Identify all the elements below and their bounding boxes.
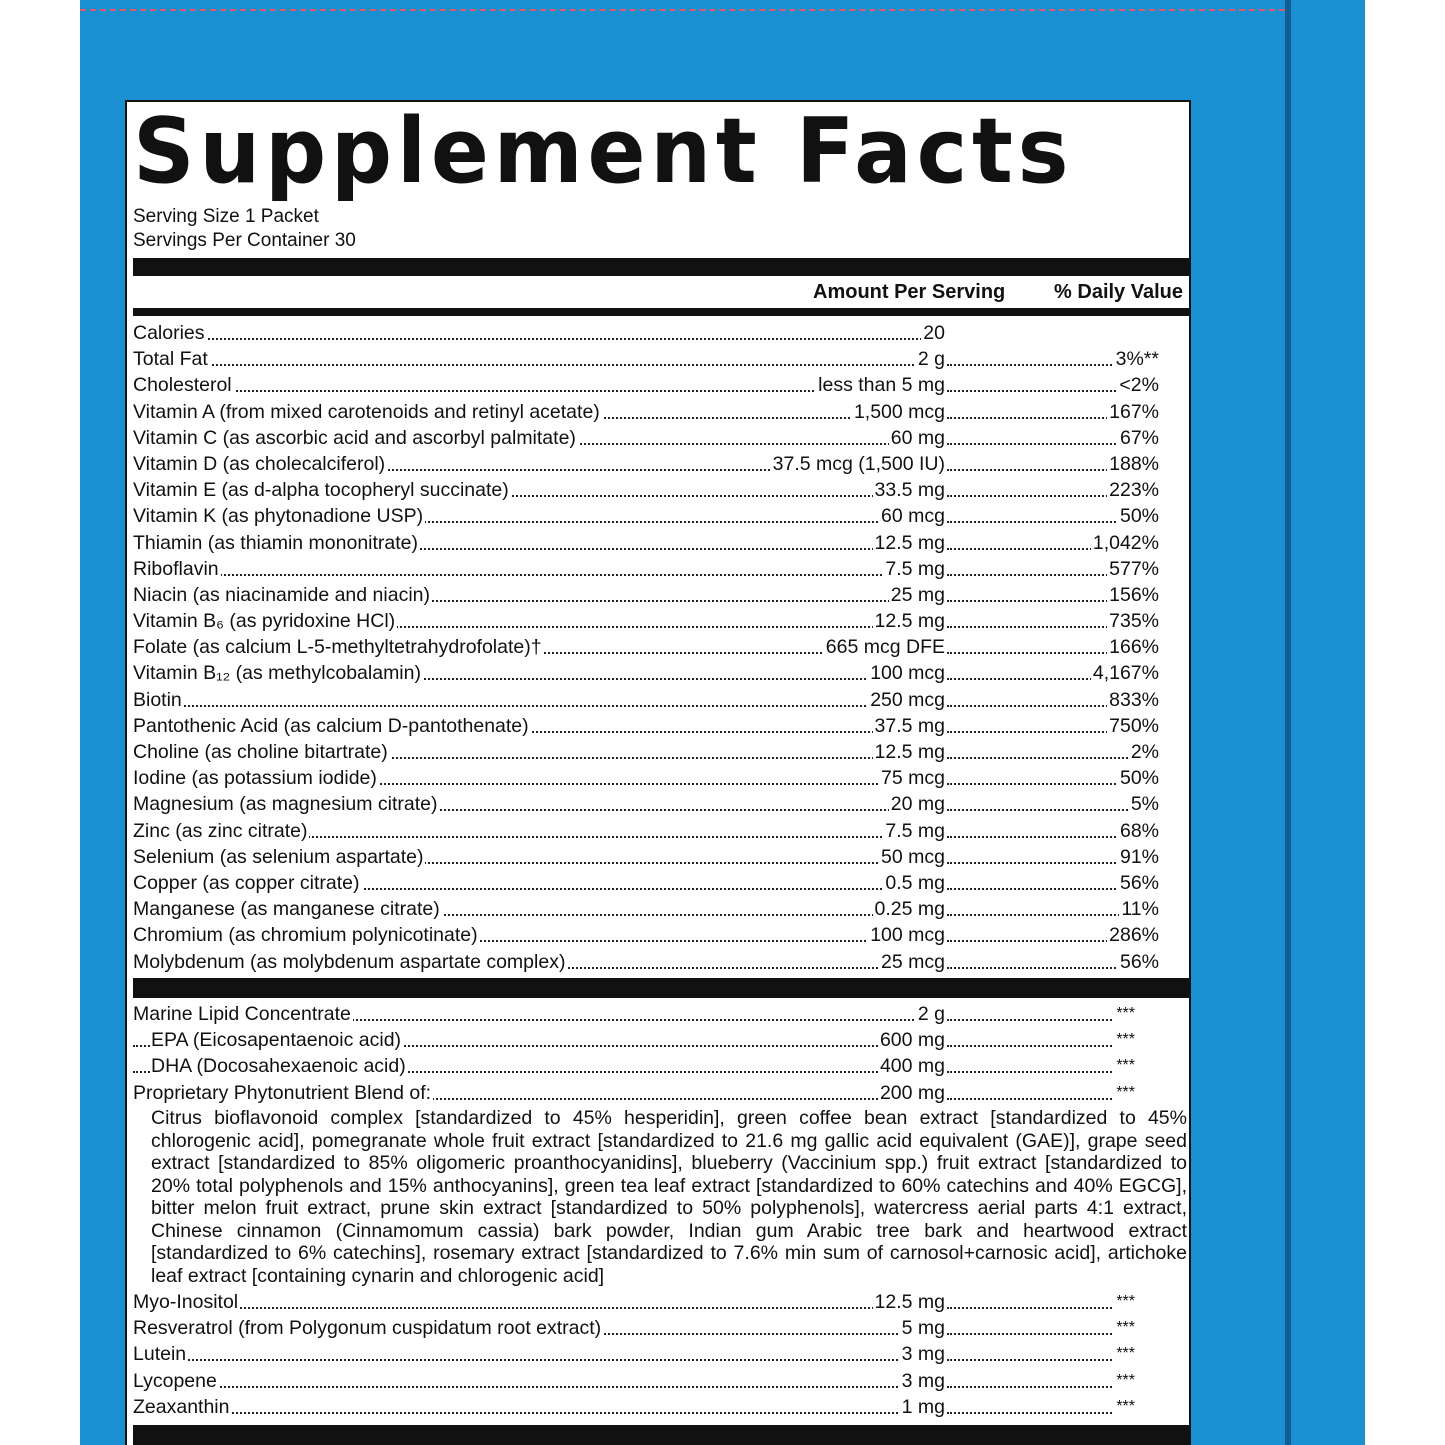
thick-rule-top <box>133 258 1191 276</box>
nutrient-name: Manganese (as manganese citrate) <box>133 898 440 921</box>
nutrient-row <box>133 634 1159 660</box>
nutrient-amount: 60 mcg <box>881 505 945 528</box>
dot-leader <box>133 1359 945 1361</box>
nutrient-name: Vitamin C (as ascorbic acid and ascorbyl palmitate) <box>133 426 576 449</box>
nutrient-amount: 250 mcg <box>870 688 945 711</box>
dot-leader <box>133 1412 945 1414</box>
nutrient-daily-value: 4,167% <box>1092 662 1159 685</box>
nutrient-row <box>133 451 1159 477</box>
nutrient-row <box>133 1315 1135 1341</box>
supplement-facts-panel <box>125 100 1191 1445</box>
nutrient-row <box>133 320 1159 346</box>
dot-leader <box>947 1019 1135 1021</box>
nutrient-row <box>133 608 1159 634</box>
nutrient-daily-value: 156% <box>1109 583 1159 606</box>
nutrient-name: Biotin <box>133 688 182 711</box>
dot-leader <box>947 1045 1135 1047</box>
dot-leader <box>133 338 945 340</box>
nutrient-amount: 20 <box>923 322 945 344</box>
nutrient-amount: 600 mg <box>879 1029 945 1052</box>
nutrient-amount: 12.5 mg <box>874 741 945 763</box>
nutrient-name: Copper (as copper citrate) <box>133 871 360 894</box>
nutrient-row <box>133 660 1159 686</box>
nutrient-row <box>133 1027 1135 1053</box>
nutrient-name: Zinc (as zinc citrate) <box>133 819 308 842</box>
nutrient-amount: 1,500 mcg <box>853 400 945 423</box>
marine-list <box>133 1001 1135 1106</box>
nutrient-name: Molybdenum (as molybdenum aspartate complex) <box>133 950 566 973</box>
nutrient-amount: 3 mg <box>901 1369 945 1392</box>
nutrient-row <box>133 1341 1135 1367</box>
nutrient-amount: 200 mg <box>879 1081 945 1104</box>
nutrient-amount: 100 mcg <box>870 662 945 685</box>
nutrient-row <box>133 503 1159 529</box>
nutrient-daily-value: *** <box>1114 1368 1135 1394</box>
daily-value-header: % Daily Value <box>1054 281 1183 303</box>
serving-size: Serving Size 1 Packet <box>133 206 319 227</box>
nutrient-amount: 33.5 mg <box>874 479 945 502</box>
nutrient-amount: 2 g <box>917 1003 945 1025</box>
nutrient-daily-value: *** <box>1114 1289 1135 1315</box>
nutrient-amount: 12.5 mg <box>874 610 945 633</box>
nutrient-name: Lycopene <box>133 1369 217 1392</box>
medium-rule <box>133 308 1191 316</box>
nutrient-name: EPA (Eicosapentaenoic acid) <box>151 1029 402 1052</box>
left-margin <box>0 0 80 1445</box>
nutrient-daily-value: 56% <box>1119 871 1159 894</box>
nutrient-daily-value: 833% <box>1109 688 1159 711</box>
nutrient-amount: 50 mcg <box>881 845 945 868</box>
dot-leader <box>133 705 945 707</box>
nutrient-name: Vitamin A (from mixed carotenoids and retinyl acetate) <box>133 400 600 423</box>
nutrient-daily-value: *** <box>1114 1341 1135 1367</box>
nutrient-row <box>133 582 1159 608</box>
nutrient-row <box>133 346 1159 372</box>
dot-leader <box>947 1333 1135 1335</box>
nutrient-name: Calories <box>133 322 205 344</box>
nutrient-name: Vitamin B₁₂ (as methylcobalamin) <box>133 662 421 685</box>
nutrient-amount: 0.25 mg <box>874 898 945 921</box>
nutrient-daily-value: 166% <box>1109 636 1159 659</box>
nutrient-row <box>133 922 1159 948</box>
nutrient-amount: 2 g <box>917 348 945 371</box>
nutrient-name: Selenium (as selenium aspartate) <box>133 845 424 868</box>
dot-leader <box>947 757 1159 759</box>
nutrient-daily-value: 50% <box>1119 767 1159 790</box>
dot-leader <box>947 1071 1135 1073</box>
nutrient-daily-value: <2% <box>1119 374 1159 397</box>
nutrient-row <box>133 372 1159 398</box>
nutrient-amount: 12.5 mg <box>874 1291 945 1313</box>
nutrient-daily-value: 3%** <box>1115 348 1159 371</box>
nutrient-daily-value: 68% <box>1119 819 1159 842</box>
nutrient-name: Vitamin K (as phytonadione USP) <box>133 505 424 528</box>
nutrient-daily-value: 1,042% <box>1092 531 1159 554</box>
nutrient-list <box>133 320 1159 975</box>
nutrient-name: Thiamin (as thiamin mononitrate) <box>133 531 419 554</box>
nutrient-daily-value: 286% <box>1109 924 1159 947</box>
nutrient-name: Niacin (as niacinamide and niacin) <box>133 583 430 606</box>
thick-rule-middle <box>133 978 1191 998</box>
nutrient-daily-value: *** <box>1114 1053 1135 1079</box>
column-header <box>133 281 1183 307</box>
dot-leader <box>947 1307 1135 1309</box>
nutrient-name: Marine Lipid Concentrate <box>133 1003 351 1025</box>
nutrient-amount: 12.5 mg <box>874 531 945 554</box>
nutrient-amount: 25 mg <box>890 583 945 606</box>
nutrient-row <box>133 1080 1135 1106</box>
dot-leader <box>947 809 1159 811</box>
nutrient-name: Pantothenic Acid (as calcium D-pantothenate) <box>133 714 529 737</box>
nutrient-row <box>133 556 1159 582</box>
nutrient-daily-value: *** <box>1114 1080 1135 1106</box>
nutrient-row <box>133 739 1159 765</box>
nutrient-daily-value: 91% <box>1119 845 1159 868</box>
phytonutrient-blend-text: Citrus bioflavonoid complex [standardized to 45% hesperidin], green coffee bean extract [standardized to 45% chlorogenic acid], pomegranate whole fruit extract [standardized to 21.6 mg gallic acid equivalent (GAE)], grape seed extract [standardized to 85% oligomeric proanthocyanidins], blueberry (Vaccinium spp.) fruit extract [standardized to 20% total polyphenols and 15% anthocyanins], green tea leaf extract [standardized to 60% catechins and 40% EGCG], bitter melon fruit extract, prune skin extract [standardized to 50% polyphenols], watercress aerial parts 4:1 extract, Chinese cinnamon (Cinnamomum cassia) bark powder, Indian gum Arabic tree bark and heartwood extract [standardized to 6% catechins], rosemary extract [standardized to 7.6% min sum of carnosol+carnosic acid], artichoke leaf extract [containing cynarin and chlorogenic acid] <box>151 1107 1187 1287</box>
nutrient-amount: 37.5 mg <box>874 714 945 737</box>
nutrient-daily-value: 50% <box>1119 505 1159 528</box>
nutrient-amount: 0.5 mg <box>885 871 945 894</box>
nutrient-daily-value: 11% <box>1121 898 1159 921</box>
nutrient-daily-value: 67% <box>1119 426 1159 449</box>
dot-leader <box>947 1412 1135 1414</box>
nutrient-daily-value: *** <box>1114 1027 1135 1053</box>
nutrient-name: Chromium (as chromium polynicotinate) <box>133 924 478 947</box>
nutrient-row <box>133 844 1159 870</box>
nutrient-row <box>133 530 1159 556</box>
right-margin <box>1365 0 1445 1445</box>
nutrient-amount: 7.5 mg <box>885 557 945 580</box>
nutrient-amount: 75 mcg <box>881 767 945 790</box>
dot-leader <box>947 1098 1135 1100</box>
nutrient-daily-value: *** <box>1114 1001 1135 1027</box>
nutrient-daily-value: 735% <box>1109 610 1159 633</box>
nutrient-name: Lutein <box>133 1343 187 1366</box>
nutrient-row <box>133 477 1159 503</box>
nutrient-name: Vitamin D (as cholecalciferol) <box>133 452 386 475</box>
nutrient-name: Zeaxanthin <box>133 1395 230 1418</box>
nutrient-row <box>133 765 1159 791</box>
nutrient-name: Riboflavin <box>133 557 219 580</box>
packet-side <box>1291 0 1365 1445</box>
nutrient-name: Folate (as calcium L-5-methyltetrahydrofolate)† <box>133 636 542 659</box>
nutrient-daily-value: *** <box>1114 1315 1135 1341</box>
nutrient-daily-value: 167% <box>1109 400 1159 423</box>
nutrient-row <box>133 399 1159 425</box>
nutrient-amount: 665 mcg DFE <box>825 636 945 659</box>
nutrient-amount: 7.5 mg <box>885 819 945 842</box>
nutrient-amount: 25 mcg <box>881 950 945 973</box>
other-ingredients-list <box>133 1289 1135 1420</box>
nutrient-row <box>133 870 1159 896</box>
nutrient-row <box>133 687 1159 713</box>
nutrient-amount: 60 mg <box>890 426 945 449</box>
dot-leader <box>133 574 945 576</box>
panel-title: Supplement Facts <box>133 100 1074 204</box>
nutrient-daily-value: 223% <box>1109 479 1159 502</box>
nutrient-amount: 3 mg <box>901 1343 945 1366</box>
nutrient-daily-value: *** <box>1114 1394 1135 1420</box>
nutrient-daily-value: 750% <box>1109 714 1159 737</box>
nutrient-daily-value: 56% <box>1119 950 1159 973</box>
nutrient-name: Vitamin B₆ (as pyridoxine HCl) <box>133 610 396 633</box>
nutrient-row <box>133 713 1159 739</box>
dot-leader <box>133 1386 945 1388</box>
nutrient-amount: 5 mg <box>901 1317 945 1340</box>
nutrient-name: Choline (as choline bitartrate) <box>133 741 388 763</box>
dot-leader <box>133 364 945 366</box>
nutrient-name: Resveratrol (from Polygonum cuspidatum root extract) <box>133 1317 602 1340</box>
nutrient-row <box>133 896 1159 922</box>
nutrient-name: Iodine (as potassium iodide) <box>133 767 377 790</box>
nutrient-name: DHA (Docosahexaenoic acid) <box>151 1055 406 1078</box>
nutrient-daily-value: 5% <box>1130 793 1159 816</box>
nutrient-row <box>133 818 1159 844</box>
nutrient-row <box>133 425 1159 451</box>
nutrient-name: Myo-Inositol <box>133 1291 239 1313</box>
servings-per-container: Servings Per Container 30 <box>133 230 356 251</box>
dot-leader <box>133 1307 945 1309</box>
nutrient-row <box>133 1053 1135 1079</box>
nutrient-daily-value: 2% <box>1130 741 1159 763</box>
nutrient-row <box>133 949 1159 975</box>
nutrient-amount: 37.5 mcg (1,500 IU) <box>772 452 945 475</box>
nutrient-name: Total Fat <box>133 348 208 371</box>
nutrient-row <box>133 1394 1135 1420</box>
dot-leader <box>947 1359 1135 1361</box>
nutrient-row <box>133 1368 1135 1394</box>
nutrient-row <box>133 1001 1135 1027</box>
nutrient-row <box>133 791 1159 817</box>
nutrient-name: Magnesium (as magnesium citrate) <box>133 793 438 816</box>
nutrient-name: Cholesterol <box>133 374 232 397</box>
nutrient-daily-value: 188% <box>1109 452 1159 475</box>
nutrient-name: Vitamin E (as d-alpha tocopheryl succinate) <box>133 479 509 502</box>
nutrient-name: Proprietary Phytonutrient Blend of: <box>133 1081 432 1104</box>
nutrient-row <box>133 1289 1135 1315</box>
nutrient-amount: 400 mg <box>879 1055 945 1078</box>
amount-per-serving-header: Amount Per Serving <box>813 281 1006 303</box>
perforation-line <box>80 9 1285 11</box>
nutrient-amount: 1 mg <box>901 1395 945 1418</box>
thick-rule-bottom <box>133 1425 1191 1445</box>
nutrient-amount: 100 mcg <box>870 924 945 947</box>
nutrient-daily-value: 577% <box>1109 557 1159 580</box>
nutrient-amount: 20 mg <box>890 793 945 816</box>
dot-leader <box>947 1386 1135 1388</box>
nutrient-amount: less than 5 mg <box>818 374 945 397</box>
